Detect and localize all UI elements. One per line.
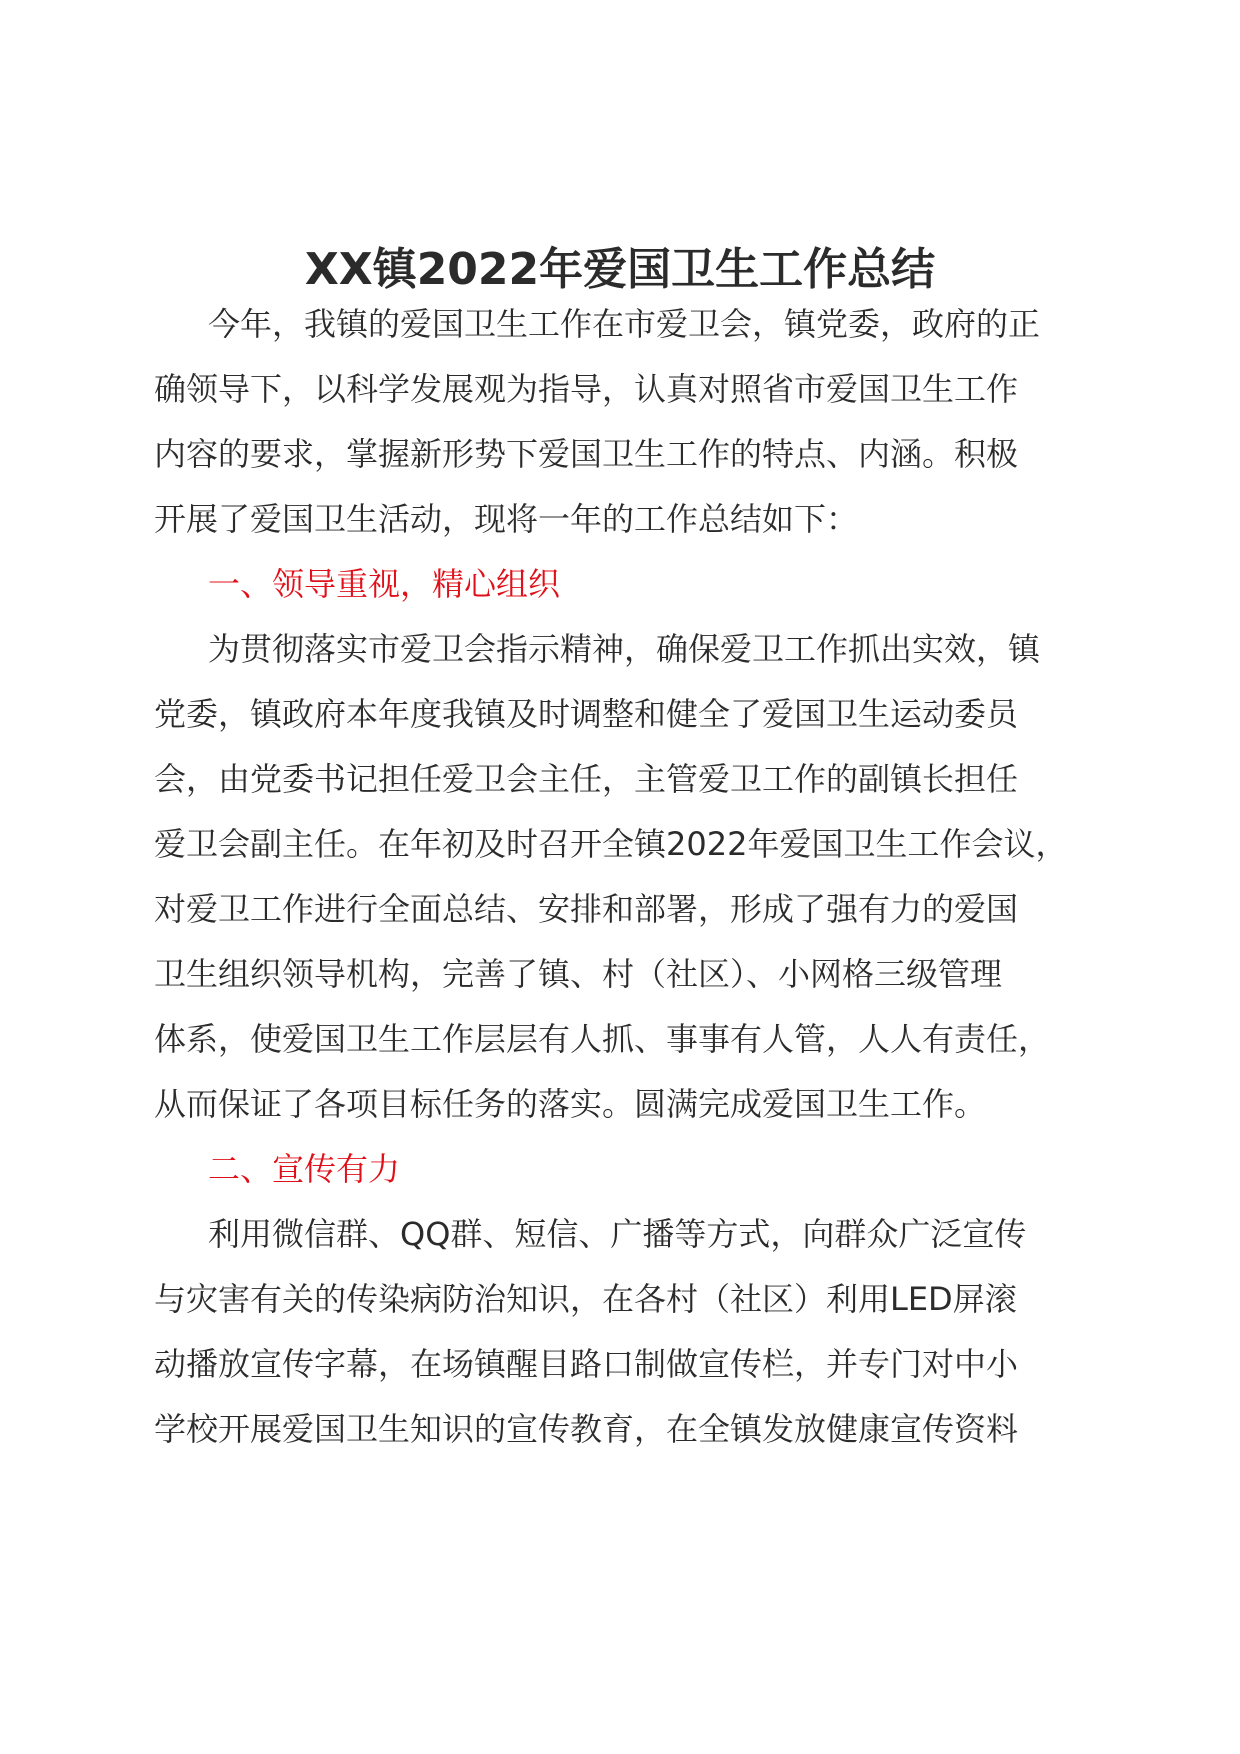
intro-line: 开展了爱国卫生活动，现将一年的工作总结如下：: [154, 500, 859, 538]
section-1-line: 体系，使爱国卫生工作层层有人抓、事事有人管，人人有责任，: [154, 1020, 1051, 1058]
section-1-line: 卫生组织领导机构，完善了镇、村（社区）、小网格三级管理: [154, 955, 1003, 993]
section-1-line: 党委，镇政府本年度我镇及时调整和健全了爱国卫生运动委员: [154, 695, 1019, 733]
section-1-line: 从而保证了各项目标任务的落实。圆满完成爱国卫生工作。: [154, 1085, 987, 1123]
section-heading-2: 二、宣传有力: [208, 1150, 401, 1188]
section-1-line: 爱卫会副主任。在年初及时召开全镇2022年爱国卫生工作会议，: [154, 825, 1068, 863]
document-title: XX镇2022年爱国卫生工作总结: [304, 244, 936, 295]
section-2-line: 学校开展爱国卫生知识的宣传教育，在全镇发放健康宣传资料: [154, 1410, 1019, 1448]
section-1-line: 会，由党委书记担任爱卫会主任，主管爱卫工作的副镇长担任: [154, 760, 1019, 798]
section-2-line: 动播放宣传字幕，在场镇醒目路口制做宣传栏，并专门对中小: [154, 1345, 1019, 1383]
section-1-line: 为贯彻落实市爱卫会指示精神，确保爱卫工作抓出实效，镇: [208, 630, 1041, 668]
section-2-line: 利用微信群、QQ群、短信、广播等方式，向群众广泛宣传: [208, 1215, 1027, 1253]
section-2-line: 与灾害有关的传染病防治知识，在各村（社区）利用LED屏滚: [154, 1280, 1017, 1318]
document-body: [154, 292, 1114, 1462]
intro-line: 今年，我镇的爱国卫生工作在市爱卫会，镇党委，政府的正: [208, 305, 1041, 343]
intro-line: 内容的要求，掌握新形势下爱国卫生工作的特点、内涵。积极: [154, 435, 1019, 473]
intro-line: 确领导下，以科学发展观为指导，认真对照省市爱国卫生工作: [154, 370, 1019, 408]
section-heading-1: 一、领导重视，精心组织: [208, 565, 561, 603]
section-1-line: 对爱卫工作进行全面总结、安排和部署，形成了强有力的爱国: [154, 890, 1019, 928]
